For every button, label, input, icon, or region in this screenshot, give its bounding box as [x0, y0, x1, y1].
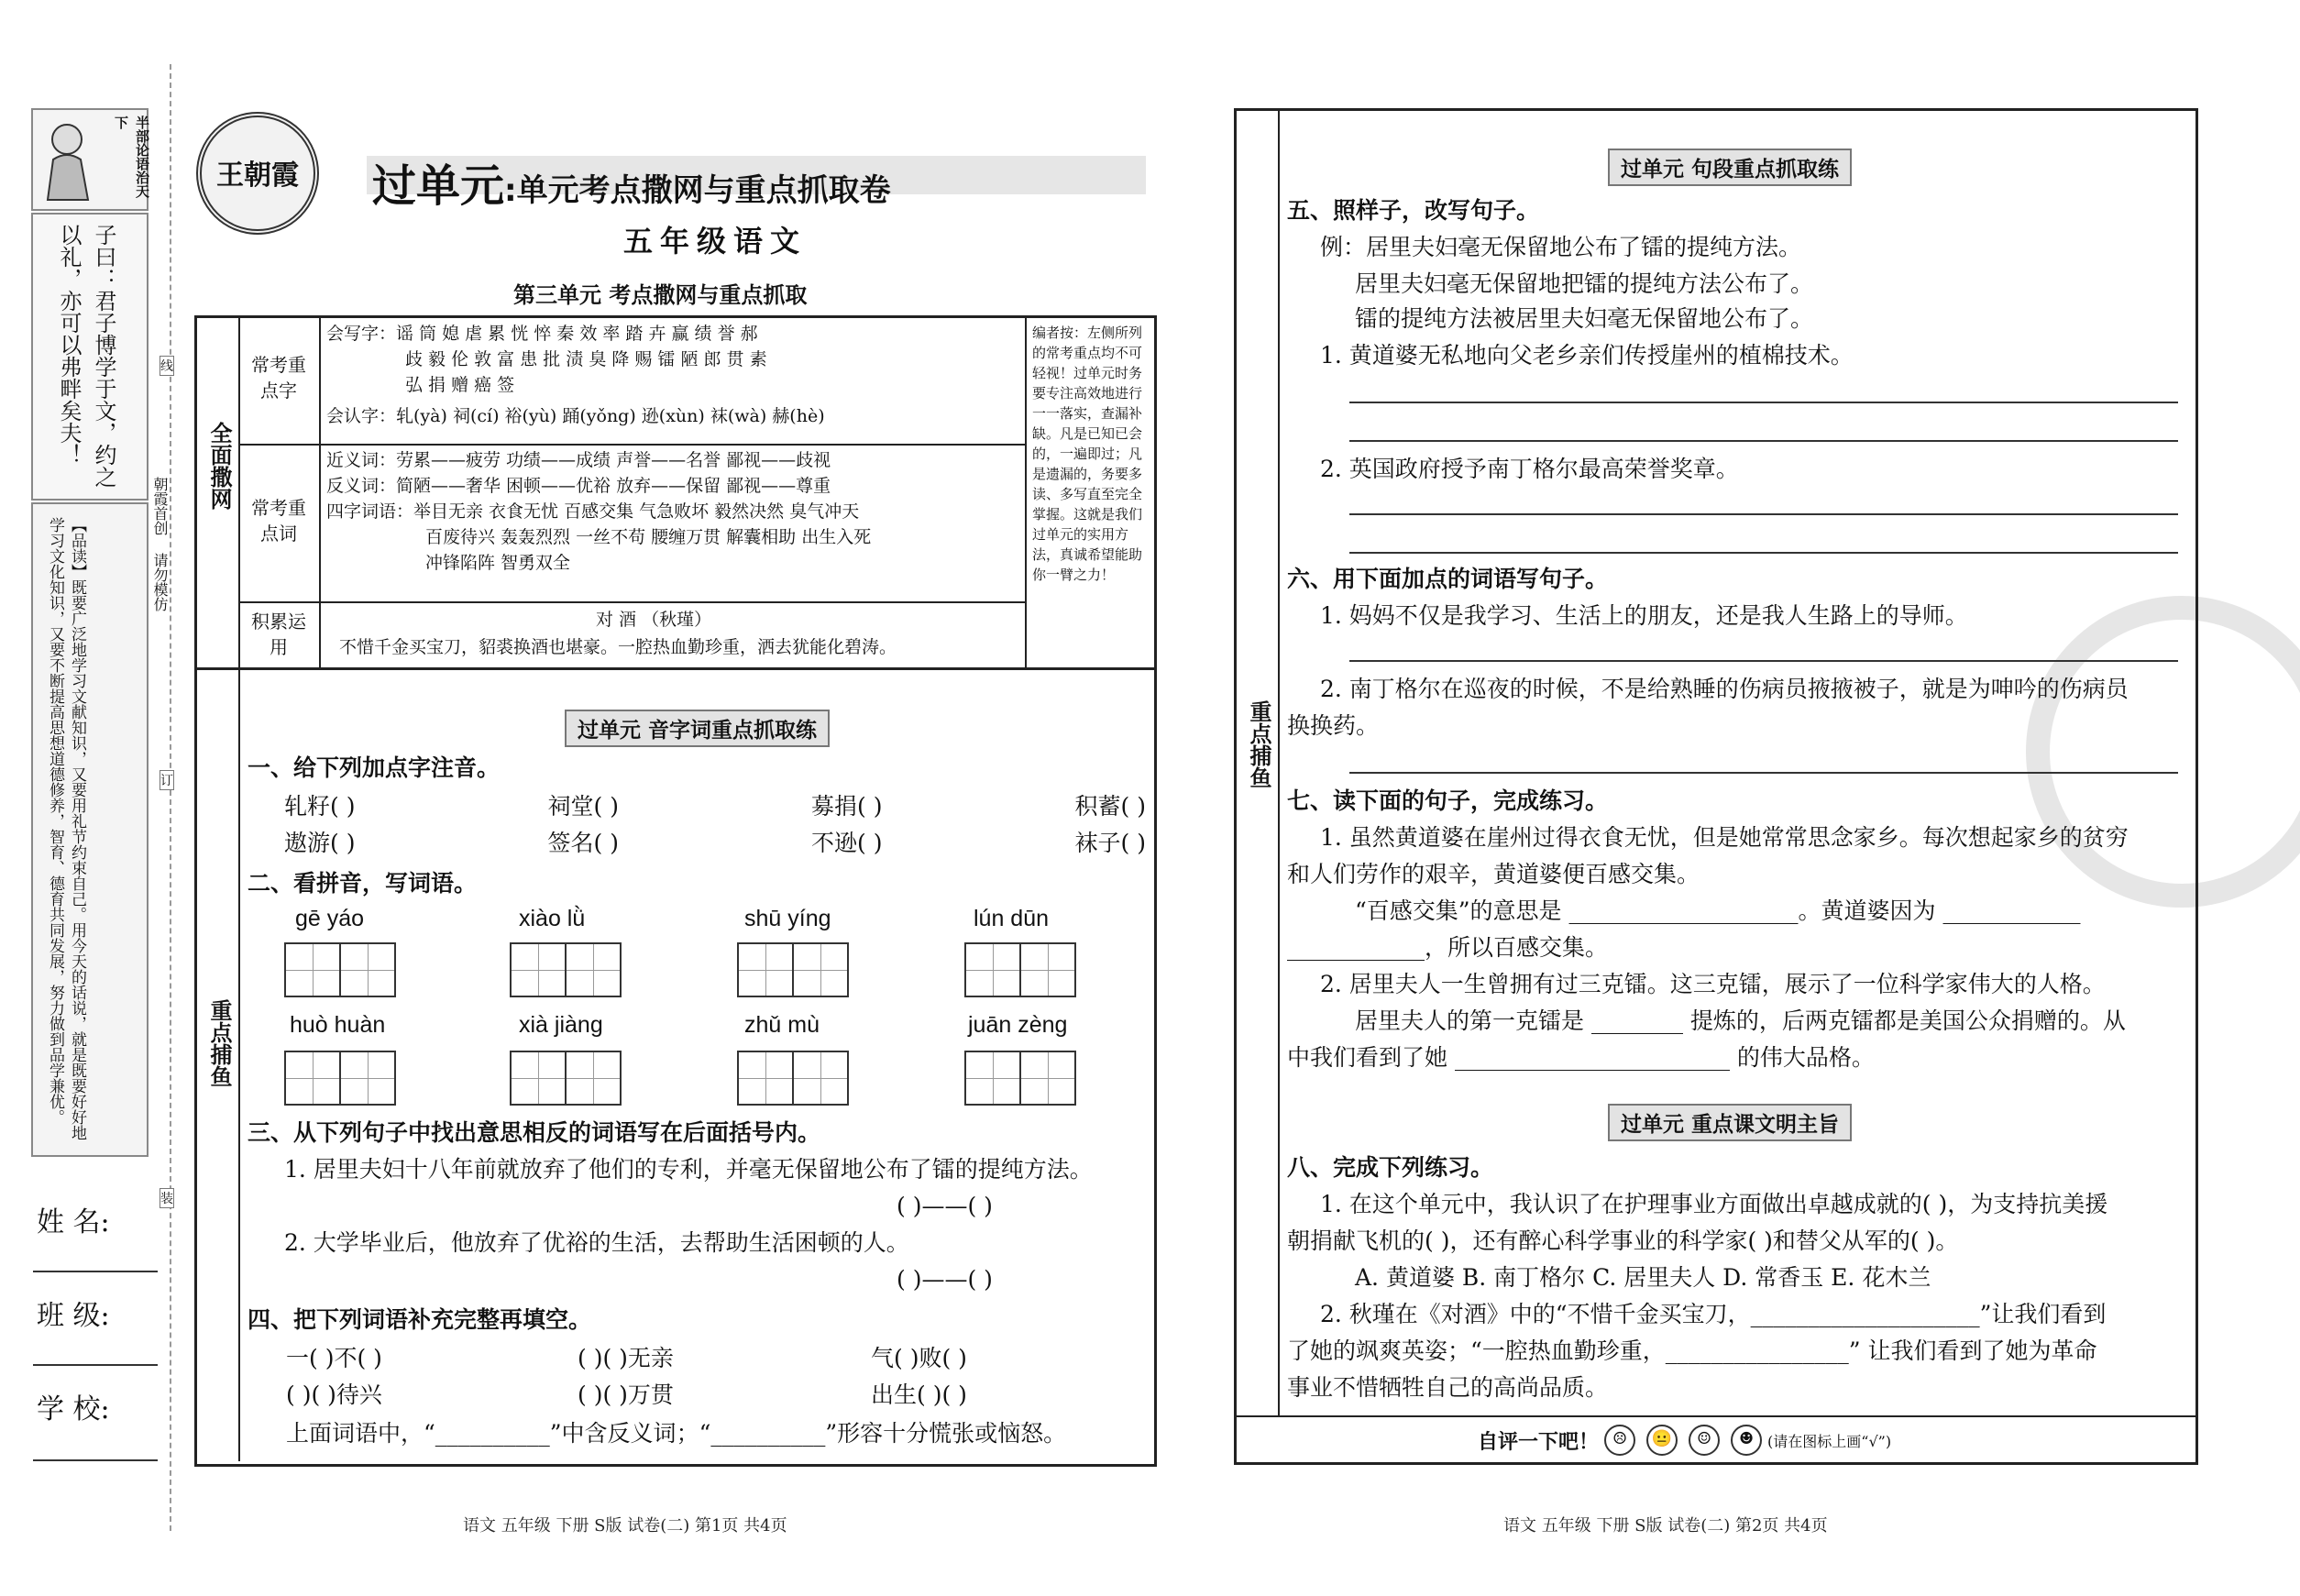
q7-item-1a: 1. 虽然黄道婆在崖州过得衣食无忧，但是她常常思念家乡。每次想起家乡的贫穷 [1320, 824, 2129, 851]
q1-item[interactable]: 轧籽( ) [284, 793, 356, 820]
q1-item[interactable]: 遨游( ) [284, 830, 356, 856]
sad-face-icon[interactable]: ☹ [1604, 1425, 1635, 1456]
q8-item-2a[interactable]: 2. 秋瑾在《对酒》中的“不惜千金买宝刀，____________________”让我们看到 [1320, 1301, 2107, 1327]
write-line-3: 弘 捐 赠 癌 签 [405, 375, 515, 395]
ant-label: 反义词： [326, 476, 397, 496]
quote-box [31, 213, 149, 501]
answer-line[interactable] [1349, 402, 2178, 403]
q4-item[interactable]: ( )( )待兴 [286, 1381, 382, 1408]
q6-item-2b: 换换药。 [1287, 712, 1380, 739]
q5-example-3: 镭的提纯方法被居里夫妇毫无保留地公布了。 [1355, 305, 1814, 332]
cut-mark-3: 装 [160, 1188, 174, 1208]
answer-line[interactable] [1349, 513, 2178, 515]
q4-item[interactable]: 气( )败( ) [871, 1345, 967, 1371]
recog-line: 轧(yà) 祠(cí) 裕(yù) 踊(yǒng) 逊(xùn) 袜(wà) 赫(hè) [396, 406, 825, 426]
name-label: 姓 名: [37, 1206, 110, 1238]
q1-item[interactable]: 募捐( ) [811, 793, 883, 820]
answer-line[interactable] [1349, 660, 2178, 662]
banner-zhuzhi: 过单元 重点课文明主旨 [1608, 1104, 1852, 1141]
q6-title: 六、用下面加点的词语写句子。 [1287, 566, 1609, 592]
q7-item-1d[interactable]: ____________，所以百感交集。 [1287, 934, 1609, 961]
pinyin: zhǔ mù [744, 1012, 820, 1038]
smile-face-icon[interactable]: ☺ [1689, 1425, 1720, 1456]
answer-line[interactable] [1349, 440, 2178, 442]
syn-line: 劳累——疲劳 功绩——成绩 声誉——名誉 鄙视——歧视 [396, 450, 831, 470]
four-label: 四字词语： [326, 501, 414, 522]
write-line-1: 谣 筒 媳 虐 累 恍 悴 秦 效 率 踏 卉 赢 绩 誉 郝 [396, 324, 758, 344]
series-box [31, 108, 149, 211]
q3-title: 三、从下列句子中找出意思相反的词语写在后面括号内。 [248, 1119, 821, 1146]
q3-answer-1[interactable]: ( )——( ) [897, 1193, 993, 1219]
pinyin: juān zèng [968, 1012, 1068, 1038]
q8-title: 八、完成下列练习。 [1287, 1154, 1494, 1181]
table-divider [194, 667, 1154, 670]
q7-item-2c[interactable]: 中我们看到了她 ________________________ 的伟大品格。 [1287, 1044, 1875, 1071]
write-block [326, 321, 1023, 429]
q1-item[interactable]: 积蓄( ) [1074, 793, 1146, 820]
school-label: 学 校: [37, 1393, 110, 1425]
q6-item-1: 1. 妈妈不仅是我学习、生活上的朋友，还是我人生路上的导师。 [1320, 602, 1968, 629]
poem-title: 对 酒 （秋瑾） [596, 610, 712, 630]
tianzi-grid[interactable] [964, 1051, 1076, 1106]
neutral-face-icon[interactable]: 😐 [1646, 1425, 1678, 1456]
pinyin: shū yíng [744, 906, 831, 931]
q3-sentence-2: 2. 大学毕业后，他放弃了优裕的生活，去帮助生活困顿的人。 [284, 1229, 909, 1256]
row3-label: 积累运用 [251, 611, 306, 658]
four-line-1: 举目无亲 衣食无忧 百感交集 气急败坏 毅然决然 臭气冲天 [413, 501, 860, 522]
ant-line: 简陋——奢华 困顿——优裕 放弃——保留 鄙视——尊重 [396, 476, 831, 496]
q8-item-2c: 事业不惜牺牲自己的高尚品质。 [1287, 1374, 1609, 1401]
banner-yinzici: 过单元 音字词重点抓取练 [565, 710, 830, 747]
q1-row-1 [284, 788, 1146, 825]
q4-item[interactable]: 一( )不( ) [286, 1345, 382, 1371]
class-label: 班 级: [37, 1300, 110, 1332]
commentary-text: 【品读】既要广泛地学习文献知识，又要用礼节约束自己。用今天的话说，就是既要好好地学习文化知识，又要不断提高思想道德修养，智育、德育共同发展，努力做到品学兼优。 [46, 517, 86, 1140]
self-eval-label: 自评一下吧！ [1478, 1430, 1600, 1454]
q7-item-1c[interactable]: “百感交集”的意思是 ____________________。黄道婆因为 ____________ [1355, 897, 2081, 924]
pinyin: huò huàn [290, 1012, 386, 1038]
q3-answer-2[interactable]: ( )——( ) [897, 1266, 993, 1293]
series-name: 半部论语治天下 [113, 116, 150, 198]
net-label: 全面撒网 [206, 422, 232, 510]
answer-line[interactable] [1349, 552, 2178, 554]
q7-title: 七、读下面的句子，完成练习。 [1287, 787, 1609, 814]
q8-item-1b[interactable]: 朝捐献飞机的( )，还有醉心科学事业的科学家( )和替父从军的( )。 [1287, 1227, 1959, 1254]
page2-eval-divider [1234, 1415, 2195, 1417]
q8-options: A. 黄道婆 B. 南丁格尔 C. 居里夫人 D. 常香玉 E. 花木兰 [1355, 1264, 1931, 1291]
q8-item-2b[interactable]: 了她的飒爽英姿；“一腔热血勤珍重，________________” 让我们看到了她为革命 [1287, 1337, 2097, 1364]
title-main: 过单元 [372, 160, 505, 212]
title-sub: :单元考点撒网与重点抓取卷 [504, 172, 891, 209]
q1-item[interactable]: 袜子( ) [1074, 830, 1146, 856]
focus-label-p1: 重点捕鱼 [206, 999, 232, 1087]
cut-mark-1: 线 [160, 356, 174, 376]
write-line-2: 歧 毅 伦 敦 富 患 批 渍 臭 降 赐 镭 陋 郎 贯 素 [405, 349, 767, 369]
q5-item-1: 1. 黄道婆无私地向父老乡亲们传授崖州的植棉技术。 [1320, 342, 1854, 369]
pinyin: gē yáo [295, 906, 365, 931]
dashed-cut-line [170, 64, 171, 1531]
happy-face-icon[interactable]: ☻ [1731, 1425, 1762, 1456]
poem-line: 不惜千金买宝刀，貂裘换酒也堪豪。一腔热血勤珍重，洒去犹能化碧涛。 [339, 637, 897, 657]
syn-label: 近义词： [326, 450, 397, 470]
page2-footer: 语文 五年级 下册 S版 试卷(二) 第2页 共4页 [1503, 1516, 1828, 1535]
q6-item-2a: 2. 南丁格尔在巡夜的时候，不是给熟睡的伤病员掖掖被子，就是为呻吟的伤病员 [1320, 676, 2129, 702]
page1-footer: 语文 五年级 下册 S版 试卷(二) 第1页 共4页 [463, 1516, 787, 1535]
school-field[interactable] [33, 1458, 158, 1461]
recog-label: 会认字： [326, 406, 397, 426]
word-block [326, 447, 1023, 576]
pinyin: xià jiàng [519, 1012, 603, 1038]
four-line-3: 冲锋陷阵 智勇双全 [425, 553, 571, 573]
q1-row-2 [284, 825, 1146, 862]
q1-title: 一、给下列加点字注音。 [248, 754, 501, 781]
q4-title: 四、把下列词语补充完整再填空。 [248, 1306, 592, 1333]
q7-item-2b[interactable]: 居里夫人的第一克镭是 ________ 提炼的，后两克镭都是美国公众捐赠的。从 [1355, 1007, 2126, 1034]
q4-item[interactable]: ( )( )万贯 [578, 1381, 674, 1408]
q4-item[interactable]: 出生( )( ) [871, 1381, 967, 1408]
q1-item[interactable]: 不逊( ) [811, 830, 883, 856]
q5-title: 五、照样子，改写句子。 [1287, 197, 1540, 224]
q7-item-1b: 和人们劳作的艰辛，黄道婆便百感交集。 [1287, 861, 1700, 887]
four-line-2: 百废待兴 轰轰烈烈 一丝不苟 腰缠万贯 解囊相助 出生入死 [425, 527, 872, 547]
q1-item[interactable]: 签名( ) [547, 830, 619, 856]
tianzi-grid[interactable] [510, 1051, 622, 1106]
q2-title: 二、看拼音，写词语。 [248, 870, 478, 897]
unit-title: 第三单元 考点撒网与重点抓取 [513, 281, 808, 308]
logo-text: 王朝霞 [216, 160, 299, 192]
q5-example-1: 例：居里夫妇毫无保留地公布了镭的提纯方法。 [1320, 234, 1802, 260]
confucius-quote: 子曰：君子博学于文，约之以礼，亦可以弗畔矣夫！ [56, 224, 116, 488]
row1-label: 常考重点字 [251, 354, 306, 402]
copyright-note: 朝霞首创 请勿模仿 [151, 477, 169, 611]
tianzi-grid[interactable] [284, 1051, 396, 1106]
logo [196, 112, 319, 235]
commentary-box [31, 502, 149, 1157]
tianzi-grid[interactable] [737, 942, 849, 997]
pinyin: lún dūn [974, 906, 1050, 931]
q7-item-2a: 2. 居里夫人一生曾拥有过三克镭。这三克镭，展示了一位科学家伟大的人格。 [1320, 971, 2106, 997]
q5-item-2: 2. 英国政府授予南丁格尔最高荣誉奖章。 [1320, 456, 1739, 482]
tianzi-grid[interactable] [737, 1051, 849, 1106]
note-col [1025, 315, 1027, 667]
self-eval-hint: (请在图标上画“√”) [1767, 1432, 1892, 1450]
class-field[interactable] [33, 1362, 158, 1366]
tianzi-grid[interactable] [284, 942, 396, 997]
q4-fill[interactable]: 上面词语中，“__________”中含反义词；“__________”形容十分慌张或恼怒。 [286, 1420, 1067, 1447]
focus-label-p2: 重点捕鱼 [1246, 700, 1271, 788]
answer-line[interactable] [1349, 772, 2178, 774]
row2-label: 常考重点词 [251, 497, 306, 545]
q4-item[interactable]: ( )( )无亲 [578, 1345, 674, 1371]
subject-title: 五年级语文 [623, 224, 808, 259]
name-field[interactable] [33, 1269, 158, 1272]
tianzi-grid[interactable] [964, 942, 1076, 997]
row1-divider [238, 444, 1025, 446]
write-label: 会写字： [326, 324, 397, 344]
q8-item-1a[interactable]: 1. 在这个单元中，我认识了在护理事业方面做出卓越成就的( )，为支持抗美援 [1320, 1191, 2108, 1217]
scholar-icon [39, 117, 95, 202]
self-eval [1478, 1425, 1891, 1456]
cut-mark-2: 订 [160, 770, 174, 790]
tianzi-grid[interactable] [510, 942, 622, 997]
banner-juduan: 过单元 句段重点抓取练 [1608, 149, 1852, 186]
q3-sentence-1: 1. 居里夫妇十八年前就放弃了他们的专利，并毫无保留地公布了镭的提纯方法。 [284, 1156, 1093, 1183]
editor-note: 编者按：左侧所列的常考重点均不可轻视！过单元时务要专注高效地进行一一落实，查漏补缺。凡是已知已会的，一遍即过；凡是遗漏的，务要多读、多写直至完全掌握。这就是我们过单元的实用方法，真诚希望能助你一臂之力！ [1032, 325, 1143, 583]
pinyin: xiào lǜ [519, 906, 586, 931]
row2-divider [238, 601, 1025, 603]
q5-example-2: 居里夫妇毫无保留地把镭的提纯方法公布了。 [1355, 270, 1814, 297]
page-title [372, 150, 891, 214]
q1-item[interactable]: 祠堂( ) [547, 793, 619, 820]
